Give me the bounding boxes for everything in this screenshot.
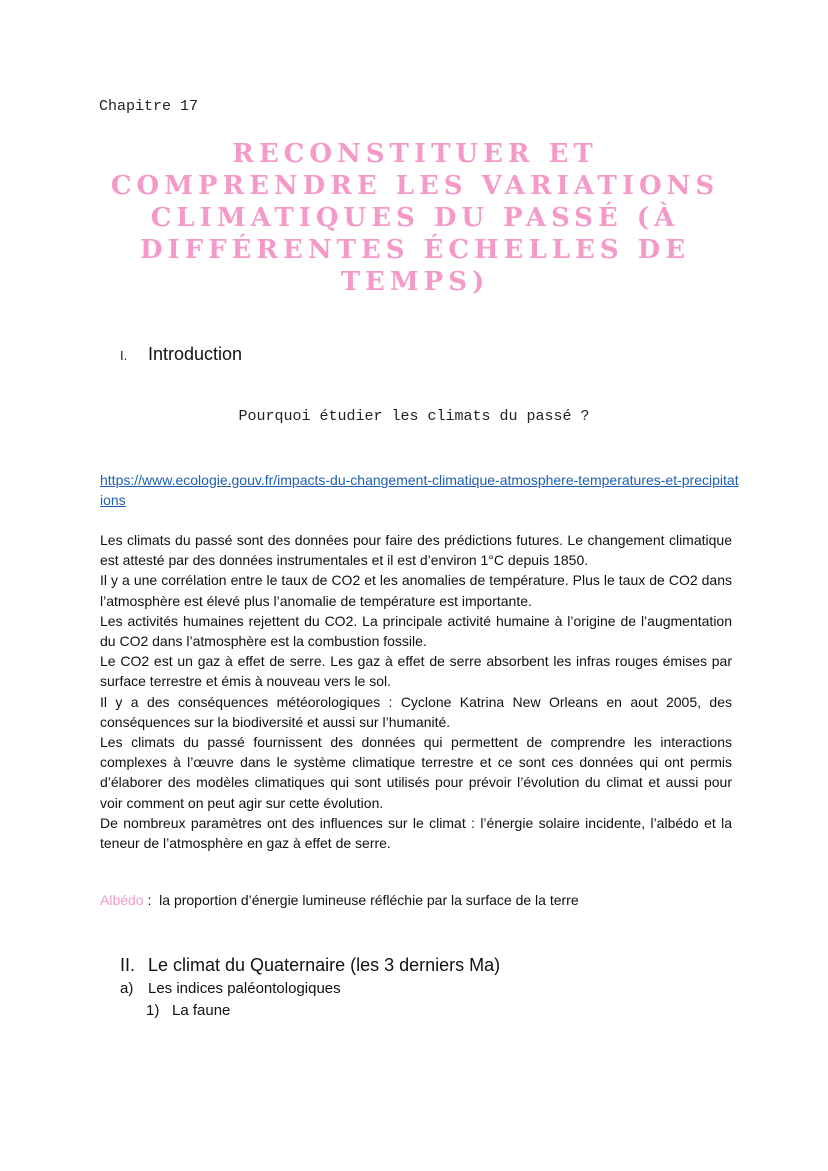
albedo-definition bbox=[100, 892, 579, 908]
subsubsection-number: 1) bbox=[146, 1002, 160, 1019]
paragraph: Les climats du passé sont des données pour faire des prédictions futures. Le changement climatique est attesté par des données instrumentales et il est d’environ 1°C depuis 1850. bbox=[100, 532, 732, 569]
subsection-number: a) bbox=[120, 980, 134, 997]
introduction-body bbox=[100, 530, 732, 853]
definition-text: la proportion d’énergie lumineuse réfléchie par la surface de la terre bbox=[159, 892, 579, 908]
subsection-title: Les indices paléontologiques bbox=[148, 980, 341, 997]
reference-link[interactable]: https://www.ecologie.gouv.fr/impacts-du-changement-climatique-atmosphere-temperatures-et-precipitations bbox=[100, 472, 739, 508]
section-title: Introduction bbox=[148, 344, 243, 364]
section-heading-quaternaire bbox=[120, 955, 500, 976]
section-heading-introduction bbox=[120, 344, 242, 365]
paragraph: Il y a une corrélation entre le taux de CO2 et les anomalies de température. Plus le taux de CO2 dans l’atmosphère est élevé plus l’anomalie de température est importante. bbox=[100, 572, 732, 609]
paragraph: De nombreux paramètres ont des influences sur le climat : l’énergie solaire incidente, l’albédo et la teneur de l’atmosphère en gaz à effet de serre. bbox=[100, 814, 732, 852]
section-number: I. bbox=[120, 348, 128, 363]
paragraph: Le CO2 est un gaz à effet de serre. Les gaz à effet de serre absorbent les infras rouges émises par surface terrestre et émis à nouveau vers le sol. bbox=[100, 653, 732, 690]
section-title: Le climat du Quaternaire (les 3 derniers Ma) bbox=[148, 955, 501, 975]
chapter-title: RECONSTITUER ET COMPRENDRE LES VARIATIONS CLIMATIQUES DU PASSÉ (À DIFFÉRENTES ÉCHELLES DE TEMPS) bbox=[110, 139, 720, 297]
paragraph: Les climats du passé fournissent des données qui permettent de comprendre les interactions complexes à l’œuvre dans le système climatique terrestre et ce sont ces données qui ont permis d’élaborer des modèles climatiques qui sont utilisés pour prévoir l’évolution du climat et aussi pour voir comment on peut agir sur cette évolution. bbox=[100, 734, 732, 811]
definition-term: Albédo bbox=[100, 892, 144, 908]
subsubsection-title: La faune bbox=[172, 1002, 231, 1019]
definition-separator: : bbox=[143, 892, 160, 908]
paragraph: Les activités humaines rejettent du CO2. La principale activité humaine à l’origine de l’augmentation du CO2 dans l’atmosphère est la combustion fossile. bbox=[100, 612, 732, 650]
subsubsection-heading bbox=[146, 1002, 230, 1019]
section-number: II. bbox=[120, 955, 136, 975]
paragraph: Il y a des conséquences météorologiques : Cyclone Katrina New Orleans en aout 2005, des conséquences sur la biodiversité et aussi sur l’humanité. bbox=[100, 693, 732, 730]
chapter-label: Chapitre 17 bbox=[99, 98, 199, 115]
guiding-question: Pourquoi étudier les climats du passé ? bbox=[238, 408, 590, 425]
subsection-heading bbox=[120, 980, 341, 997]
